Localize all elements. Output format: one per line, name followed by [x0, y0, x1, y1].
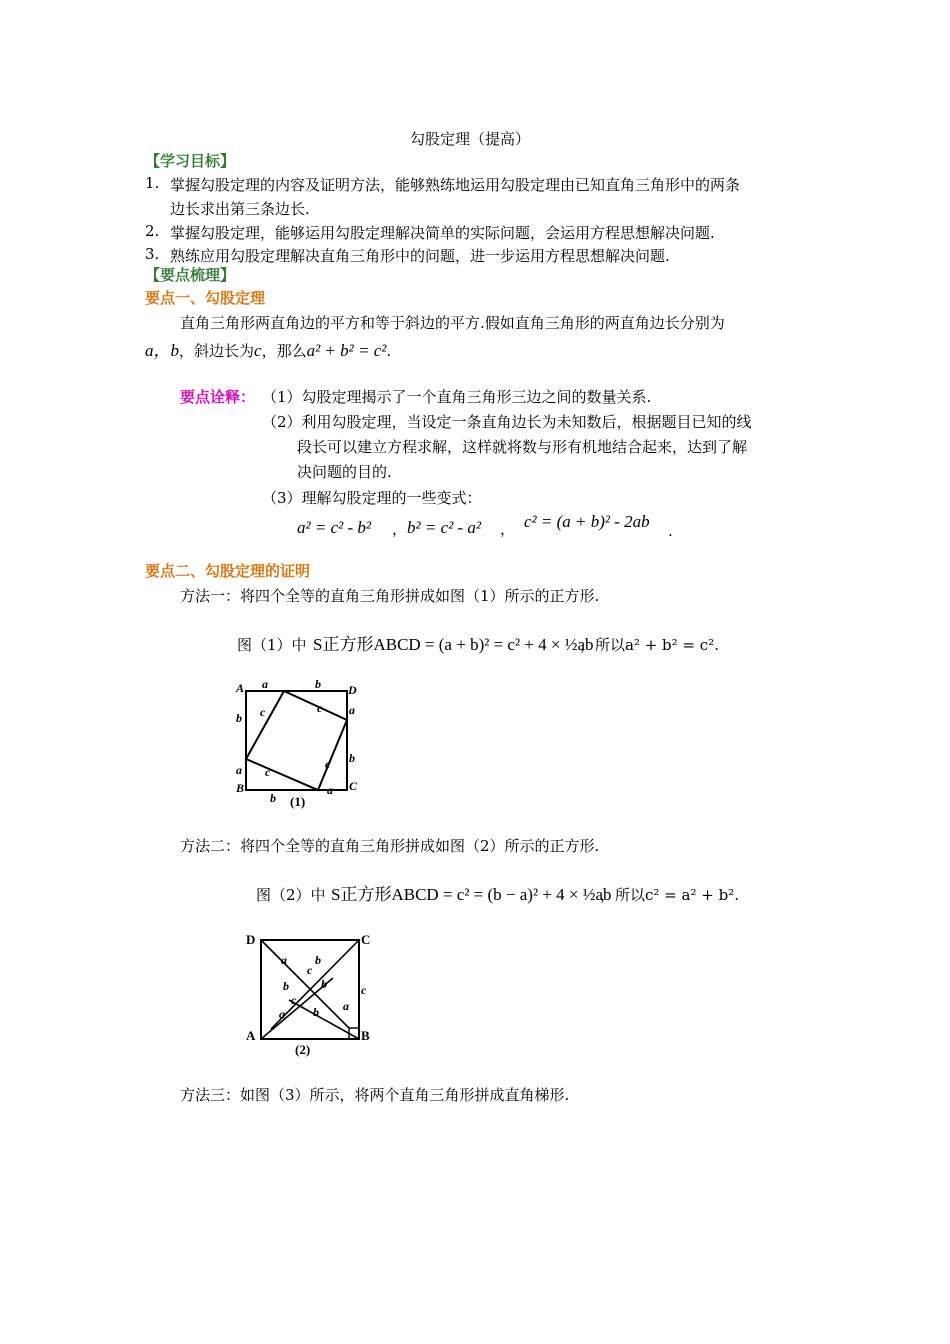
method-2-suffix: ，所以c² = a² + b². — [600, 886, 739, 904]
fig1-top-b: b — [315, 677, 321, 691]
variant-formula-2: b² = c² - a² — [407, 518, 481, 537]
fig1-bottom-b: b — [270, 791, 276, 805]
page-title: 勾股定理（提高） — [410, 130, 531, 148]
method-2-prefix: 图（2）中 — [256, 886, 326, 904]
point1-heading: 要点一、勾股定理 — [145, 289, 266, 307]
fig2-c-right: c — [361, 983, 367, 997]
objective-1-num: 1. — [145, 174, 160, 192]
fig2-b-3: b — [321, 977, 327, 991]
objective-3-num: 3. — [145, 245, 160, 263]
objective-2-line1: 掌握勾股定理，能够运用勾股定理解决简单的实际问题，会运用方程思想解决问题. — [170, 224, 715, 242]
fig2-a-3: a — [279, 1007, 285, 1021]
variant-formula-3: c² = (a + b)² - 2ab — [524, 512, 650, 531]
objective-2-num: 2. — [145, 222, 160, 240]
note-2-line2: 段长可以建立方程求解，这样就将数与形有机地结合起来，达到了解 — [297, 438, 748, 456]
fig2-label-C: C — [361, 932, 371, 947]
fig2-b-1: b — [315, 953, 321, 967]
note-1: （1）勾股定理揭示了一个直角三角形三边之间的数量关系. — [262, 388, 652, 406]
fig1-label-A: A — [236, 681, 245, 695]
c-var: c — [254, 341, 262, 360]
fig2-label-D: D — [246, 932, 256, 947]
ab-vars: a，b — [145, 341, 179, 360]
fig1-label-C: C — [349, 779, 358, 793]
fig1-left-b: b — [236, 711, 242, 725]
fig1-inner-c-3: c — [265, 765, 271, 779]
method-3-text: 方法三：如图（3）所示，将两个直角三角形拼成直角梯形. — [180, 1086, 570, 1104]
point1-line2 — [145, 336, 391, 361]
method-2-text: 方法二：将四个全等的直角三角形拼成如图（2）所示的正方形. — [180, 837, 600, 855]
fig2-caption: (2) — [295, 1042, 311, 1057]
point1-line1: 直角三角形两直角边的平方和等于斜边的平方.假如直角三角形的两直角边长分别为 — [180, 314, 725, 332]
comma-1: ， — [392, 520, 408, 538]
variant-formula-1: a² = c² - b² — [297, 518, 371, 537]
method-1-text: 方法一：将四个全等的直角三角形拼成如图（1）所示的正方形. — [180, 587, 600, 605]
method-1-formula: S正方形ABCD = (a + b)² = c² + 4 × ½ab — [313, 635, 594, 654]
note-2-line1: （2）利用勾股定理，当设定一条直角边长为未知数后，根据题目已知的线 — [262, 413, 752, 431]
point2-heading: 要点二、勾股定理的证明 — [145, 562, 311, 580]
fig2-a-2: a — [343, 999, 349, 1013]
note-3: （3）理解勾股定理的一些变式： — [262, 489, 482, 507]
fig2-label-A: A — [246, 1028, 256, 1043]
point1-mid: ，斜边长为 — [179, 342, 255, 360]
fig1-top-a: a — [262, 677, 268, 691]
figure-2-diagram — [243, 928, 383, 1063]
method-2-formula: S正方形ABCD = c² = (b − a)² + 4 × ½ab — [331, 885, 612, 904]
fig1-label-B: B — [236, 781, 245, 795]
figure-1-diagram — [232, 676, 367, 811]
fig1-bottom-a: a — [327, 783, 333, 797]
fig1-left-a: a — [236, 763, 242, 777]
note-label: 要点诠释： — [180, 388, 256, 406]
objective-3-line1: 熟练应用勾股定理解决直角三角形中的问题，进一步运用方程思想解决问题. — [170, 247, 670, 265]
fig2-b-2: b — [283, 979, 289, 993]
objectives-heading: 【学习目标】 — [145, 152, 236, 170]
fig2-c-left: c — [291, 993, 297, 1007]
fig2-line-DB — [261, 940, 349, 1028]
period-1: . — [668, 522, 673, 540]
method-1-prefix: 图（1）中 — [237, 636, 307, 654]
point1-end: . — [386, 342, 392, 360]
note-2-line3: 决问题的目的. — [297, 463, 392, 481]
objective-1-line2: 边长求出第三条边长. — [170, 200, 310, 218]
fig1-right-a: a — [349, 703, 355, 717]
fig2-label-B: B — [361, 1028, 370, 1043]
fig1-right-b: b — [349, 751, 355, 765]
fig1-inner-c-2: c — [317, 701, 323, 715]
fig1-inner-c-1: c — [260, 705, 266, 719]
comma-2: ， — [500, 520, 516, 538]
fig2-a-1: a — [281, 953, 287, 967]
fig2-b-4: b — [313, 1005, 319, 1019]
point1-then: ，那么 — [261, 342, 307, 360]
method-1-suffix: ，所以a² + b² = c². — [580, 636, 719, 654]
fig1-label-D: D — [348, 683, 357, 697]
fig1-inner-c-4: c — [325, 757, 331, 771]
fig2-c-center: c — [307, 963, 313, 977]
key-points-heading: 【要点梳理】 — [145, 266, 236, 284]
pythagoras-formula: a² + b² = c² — [306, 341, 387, 360]
fig1-caption: (1) — [290, 794, 306, 809]
objective-1-line1: 掌握勾股定理的内容及证明方法，能够熟练地运用勾股定理由已知直角三角形中的两条 — [170, 176, 741, 194]
